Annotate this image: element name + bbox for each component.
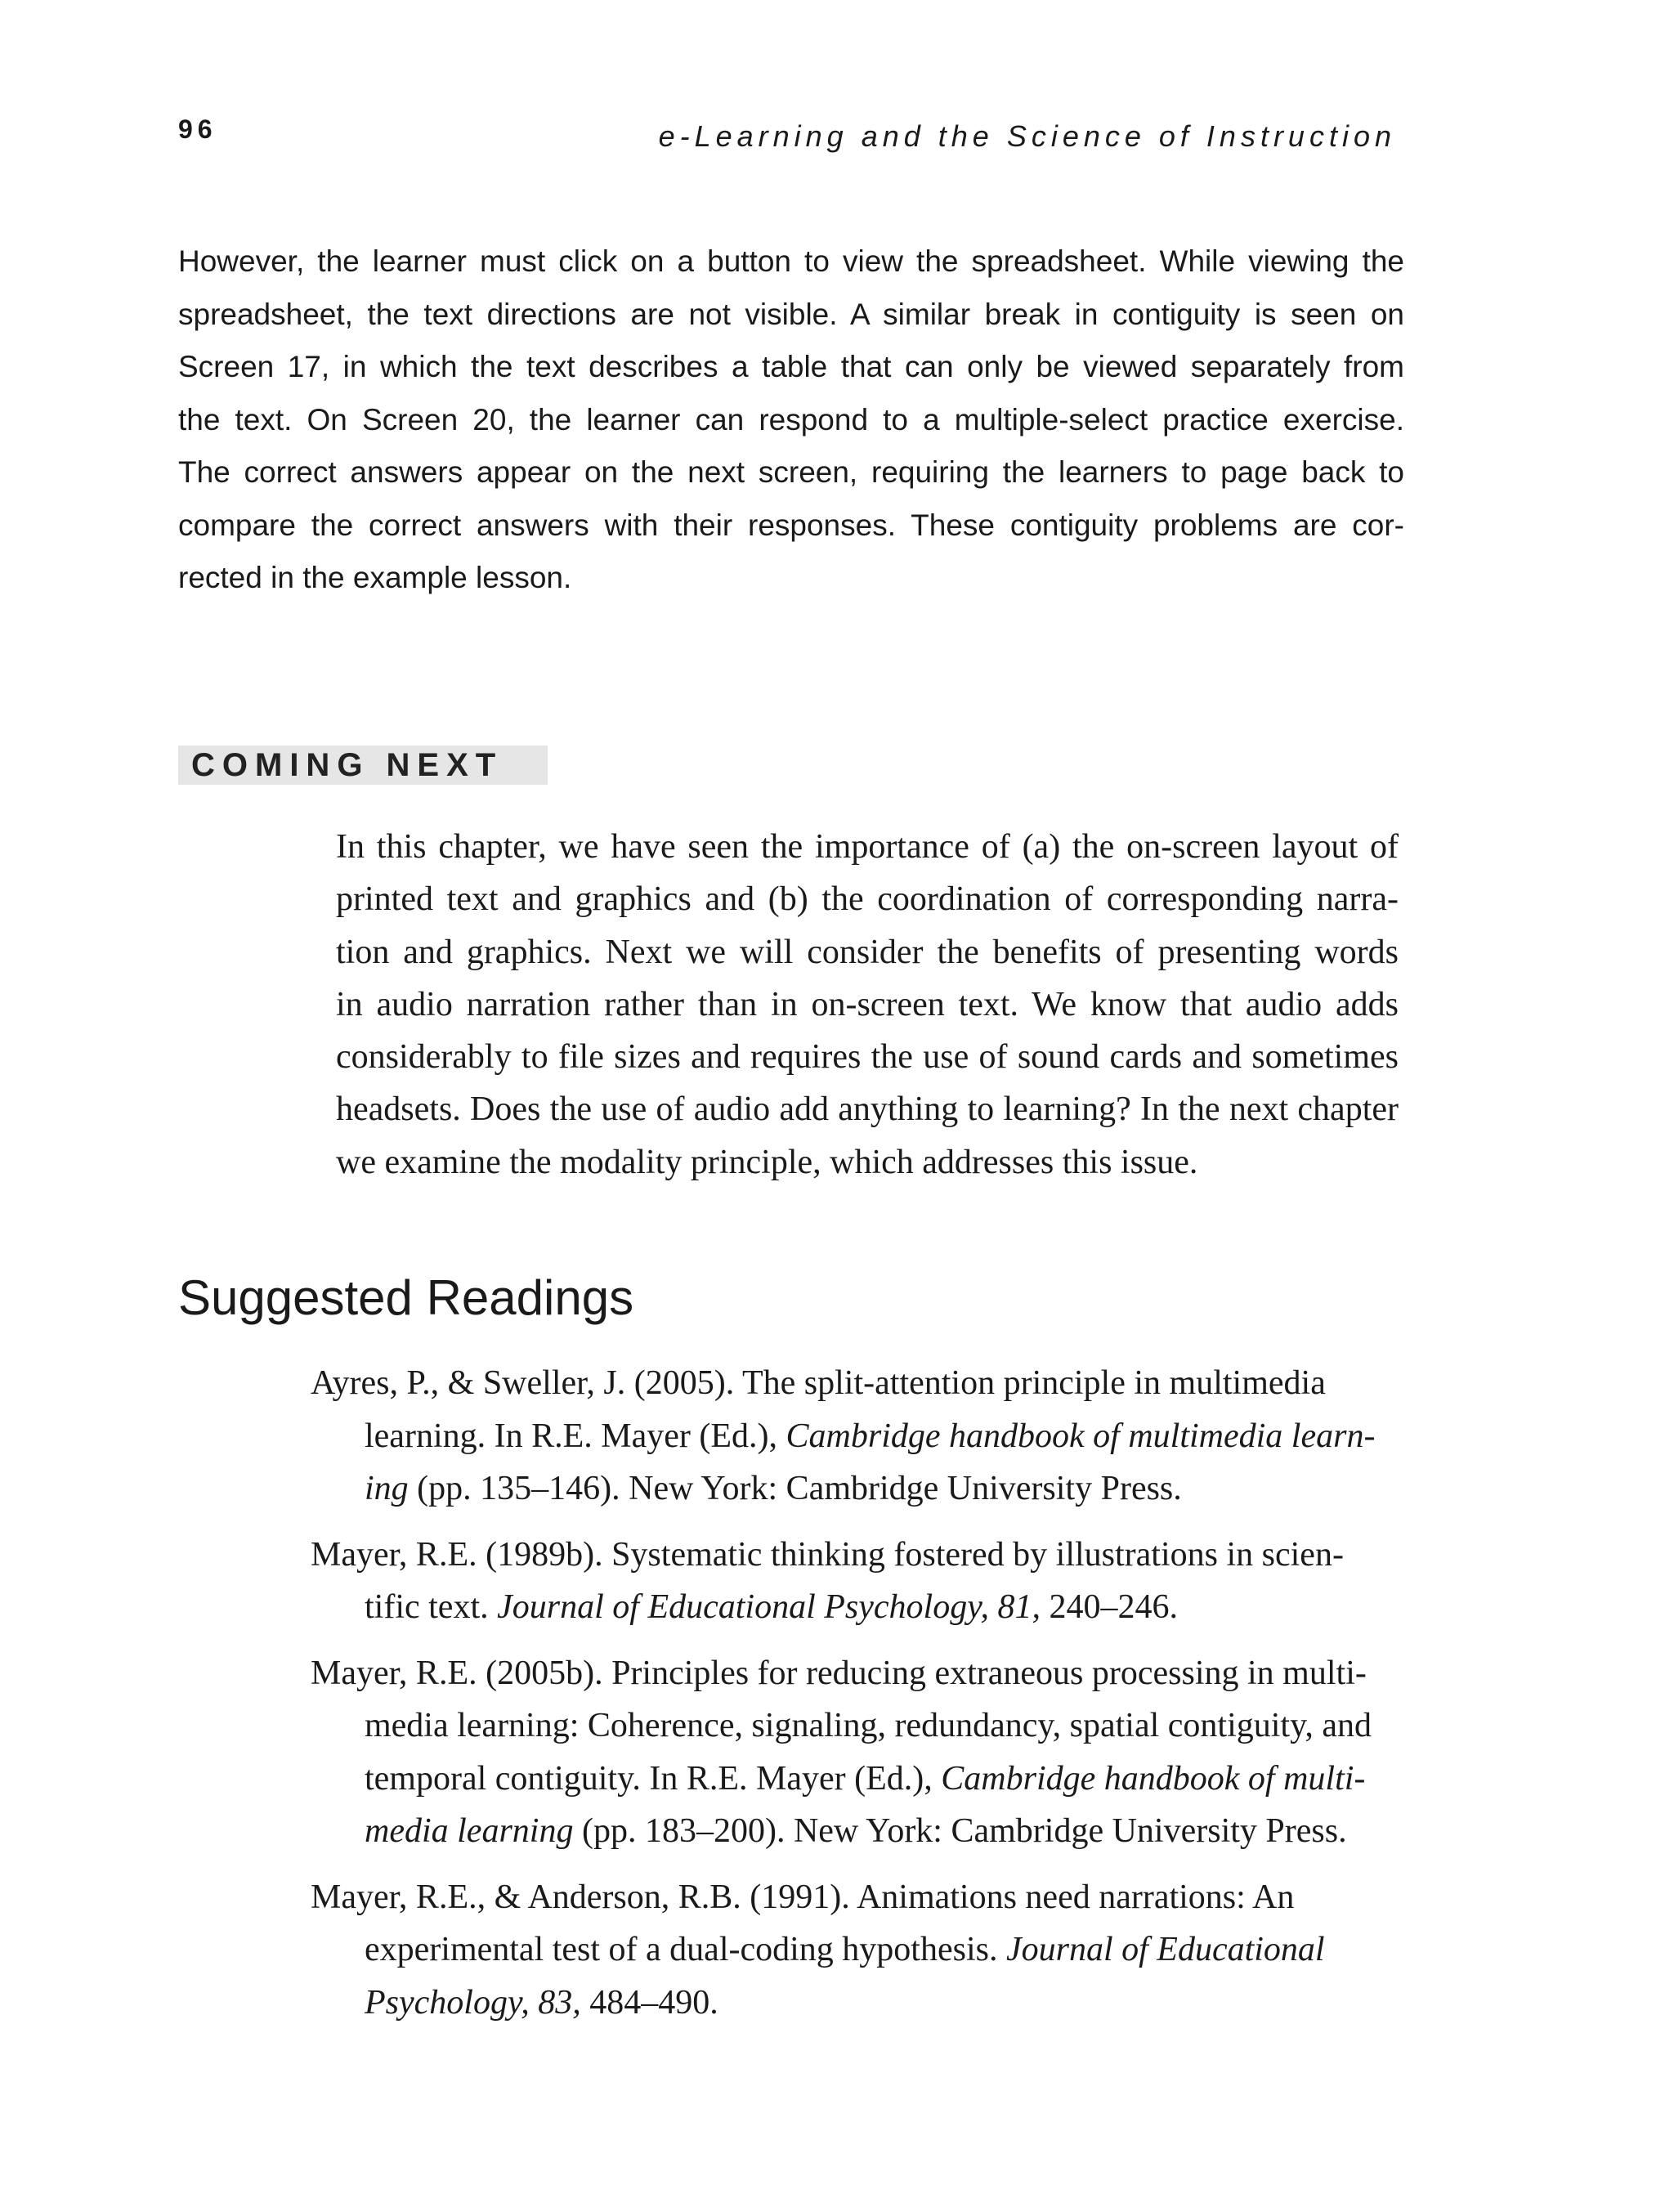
text-line: printed text and graphics and (b) the coordination of corresponding narra- — [336, 880, 1399, 919]
coming-next-heading-box — [178, 746, 548, 785]
reference-line: Ayres, P., & Sweller, J. (2005). The split-attention principle in multimedia — [311, 1364, 1326, 1402]
reference-item — [311, 1647, 1398, 1858]
text-line: In this chapter, we have seen the importance of (a) the on-screen layout of — [336, 828, 1399, 866]
reference-text: experimental test of a dual-coding hypothesis. — [365, 1931, 1006, 1968]
text-line: However, the learner must click on a button to view the spreadsheet. While viewing the — [178, 244, 1404, 278]
text-line: in audio narration rather than in on-screen text. We know that audio adds — [336, 985, 1399, 1023]
reference-title: media learning — [365, 1812, 574, 1850]
reference-pages: 240–246. — [1041, 1588, 1179, 1626]
reference-item — [311, 1357, 1398, 1516]
reference-line — [311, 1977, 1398, 2030]
running-head: e-Learning and the Science of Instruction — [658, 119, 1396, 153]
reference-line — [311, 1462, 1398, 1516]
reference-text: learning. In R.E. Mayer (Ed.), — [365, 1417, 786, 1455]
text-line: we examine the modality principle, which addresses this issue. — [336, 1143, 1198, 1181]
text-line: headsets. Does the use of audio add anything to learning? In the next chapter — [336, 1090, 1399, 1129]
reference-list — [311, 1357, 1398, 2042]
reference-text: (pp. 183–200). New York: Cambridge University Press. — [573, 1812, 1347, 1850]
text-line: Screen 17, in which the text describes a table that can only be viewed separately from — [178, 350, 1404, 383]
text-line: rected in the example lesson. — [178, 561, 572, 594]
text-line: the text. On Screen 20, the learner can respond to a multiple-select practice exercise. — [178, 402, 1404, 437]
reference-journal: Journal of Educational — [1005, 1931, 1325, 1968]
reference-line: Mayer, R.E., & Anderson, R.B. (1991). Animations need narrations: An — [311, 1878, 1295, 1916]
reference-item — [311, 1871, 1398, 2030]
reference-text: tific text. — [365, 1588, 498, 1626]
reference-line: media learning: Coherence, signaling, redundancy, spatial contiguity, and — [365, 1707, 1372, 1744]
reference-item — [311, 1529, 1398, 1634]
reference-title: Cambridge handbook of multimedia learn- — [786, 1417, 1376, 1455]
text-line: considerably to file sizes and requires the use of sound cards and sometimes — [336, 1038, 1399, 1077]
text-line: compare the correct answers with their responses. These contiguity problems are cor- — [178, 508, 1404, 542]
reference-line: Mayer, R.E. (1989b). Systematic thinking fostered by illustrations in scien- — [311, 1535, 1344, 1574]
coming-next-paragraph — [336, 821, 1399, 1189]
intro-paragraph — [178, 235, 1404, 605]
text-line: tion and graphics. Next we will consider the benefits of presenting words — [336, 933, 1399, 971]
text-line: spreadsheet, the text directions are not visible. A similar break in contiguity is seen on — [178, 297, 1404, 331]
reference-title: Cambridge handbook of multi- — [941, 1759, 1366, 1798]
coming-next-heading: COMING NEXT — [191, 747, 504, 783]
reference-line — [311, 1581, 1398, 1634]
reference-line — [311, 1923, 1398, 1977]
reference-title: ing — [365, 1470, 409, 1507]
reference-journal: Journal of Educational Psychology, 81, — [497, 1588, 1041, 1626]
reference-pages: 484–490. — [580, 1983, 718, 2022]
suggested-readings-heading: Suggested Readings — [178, 1270, 634, 1325]
reference-line — [311, 1805, 1398, 1858]
reference-text: (pp. 135–146). New York: Cambridge University Press. — [408, 1470, 1182, 1507]
page-number: 96 — [178, 114, 217, 144]
reference-line — [311, 1753, 1398, 1806]
reference-line — [311, 1410, 1398, 1463]
reference-line: Mayer, R.E. (2005b). Principles for reducing extraneous processing in multi- — [311, 1654, 1367, 1692]
reference-text: temporal contiguity. In R.E. Mayer (Ed.), — [365, 1759, 942, 1798]
reference-journal: Psychology, 83, — [365, 1983, 581, 2022]
text-line: The correct answers appear on the next screen, requiring the learners to page back to — [178, 455, 1404, 489]
